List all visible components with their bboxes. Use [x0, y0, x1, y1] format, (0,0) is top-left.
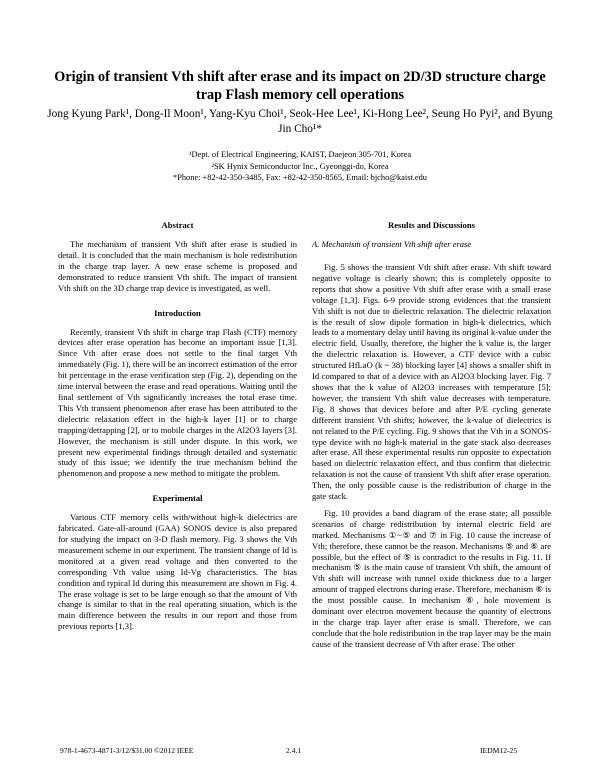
affiliations	[60, 149, 540, 184]
introduction-text: Recently, transient Vth shift in charge trap Flash (CTF) memory devices after erase operation has become an important issue [1,3]. Since Vth after erase does not settle to the final target Vth immediately (Fig. 1), there will be an incorrect estimation of the error bit percentage in the erase verification step (Fig. 2), depending on the time interval between the erase and read operations. Waiting until the final settlement of Vth significantly increases the total erase time. This Vth transient phenomenon after erase has been attributed to the dielectric relaxation effect in the high-k layer [1] or to charge trapping/detrapping [2], or to mobile charges in the Al2O3 layers [3]. However, the mechanism is still under dispute. In this work, we present new experimental findings through detailed and systematic study of this issue; we identify the true mechanism behind the phenomenon and propose a new method to mitigate the problem.	[58, 326, 297, 479]
affiliation-2: ²SK Hynix Semiconductor Inc., Gyeonggi-do, Korea	[211, 161, 389, 171]
experimental-heading: Experimental	[152, 493, 203, 504]
introduction-heading: Introduction	[154, 307, 201, 318]
affiliation-1: ¹Dept. of Electrical Engineering, KAIST, Daejeon 305-701, Korea	[188, 150, 412, 159]
contact-info: *Phone: +82-42-350-3485, Fax: +82-42-350-8565, Email: bjcho@kaist.edu	[173, 173, 427, 182]
results-paragraph-2: Fig. 10 provides a band diagram of the erase state; all possible scenarios of charge redistribution by internal electric field are marked. Mechanisms ①~⑤ and ⑦ in Fig. 10 cause the increase of Vth; therefore, these cannot be the reason. Mechanisms ⑤ and ⑥ are possible, but the effect of ⑤ is contradict to the results in Fig. 11. If mechanism ⑤ is the main cause of transient Vth shift, the amount of Vth shift will increase with tunnel oxide thickness due to a larger amount of trapped electrons during erase. Therefore, mechanism ⑥ is the most possible cause. In mechanism ⑥, hole movement is dominant over electron movement because the quantity of electrons in the charge trap layer after erase is small. Therefore, we can conclude that the hole redistribution in the trap layer may be the main cause of the transient decrease of Vth after erase. The other	[312, 507, 551, 649]
footer-isbn: 978-1-4673-4871-3/12/$31.00 ©2012 IEEE	[60, 746, 194, 755]
author-list: Jong Kyung Park¹, Dong-Il Moon¹, Yang-Kyu Choi¹, Seok-Hee Lee¹, Ki-Hong Lee², Seung Ho Pyi², and Byung Jin Cho¹*	[47, 108, 553, 135]
results-heading: Results and Discussions	[388, 220, 475, 230]
abstract-text: The mechanism of transient Vth shift after erase is studied in detail. It is concluded that the main mechanism is hole redistribution in the charge trap layer. A new erase scheme is proposed and demonstrated to reduce transient Vth shift. The impact of transient Vth shift on the 3D charge trap device is investigated, as well.	[58, 239, 297, 293]
paper-title: Origin of transient Vth shift after erase and its impact on 2D/3D structure charge trap Flash memory cell operations	[54, 69, 546, 103]
experimental-text: Various CTF memory cells with/without high-k dielectrics are fabricated. Gate-all-around (GAA) SONOS device is also prepared for studying the impact on 3-D flash memory. Fig. 3 shows the Vth measurement scheme in our experiment. The transient change of Id is monitored at a given read voltage and then converted to the corresponding Vth value using Id-Vg characteristics. The bias condition and typical Id during this measurement are shown in Fig. 4. The erase voltage is set to be large enough so that the amount of Vth change is similar to that in the real operating situation, which is the main difference between the results in our report and those from previous reports [1,3].	[58, 512, 297, 632]
left-column	[58, 220, 297, 632]
abstract-heading: Abstract	[161, 220, 194, 230]
footer-page-id: IEDM12-25	[480, 746, 518, 755]
results-paragraph-1: Fig. 5 shows the transient Vth shift after erase. Vth shift toward negative voltage is clearly shown; this is completely opposite to reports that show a positive Vth shift after erase with a small erase voltage [1,3]. Figs. 6-9 provide strong evidences that the transient Vth shift is not due to dielectric relaxation. The dielectric relaxation is the result of slow dipole formation in high-k dielectrics, which leads to a momentary delay until having its original k-value under the electric field. Usually, therefore, the higher the k value is, the larger the dielectric relaxation is. However, a CTF device with a cubic structured HfLaO (k ~ 38) blocking layer [4] shows a smaller shift in Id compared to that of a device with an Al2O3 blocking layer. Fig. 7 shows that the k value of Al2O3 increases with temperature [5]; however, the transient Vth shift value decreases with temperature. Fig. 8 shows that devices before and after P/E cycling generate different transient Vth shifts; however, the k-value of dielectrics is not related to the P/E cycling. Fig. 9 shows that the Vth in a SONOS-type device with no high-k material in the gate stack also decreases after erase. All these experimental results run opposite to expectation based on dielectric relaxation effect, and thus confirm that dielectric relaxation is not the cause of transient Vth shift after erase operation. Then, the only possible cause is the redistribution of charge in the gate stack.	[312, 262, 551, 502]
results-subheading: A. Mechanism of transient Vth shift after erase	[312, 239, 472, 249]
right-column	[312, 220, 551, 650]
footer-section-number: 2.4.1	[286, 746, 302, 755]
